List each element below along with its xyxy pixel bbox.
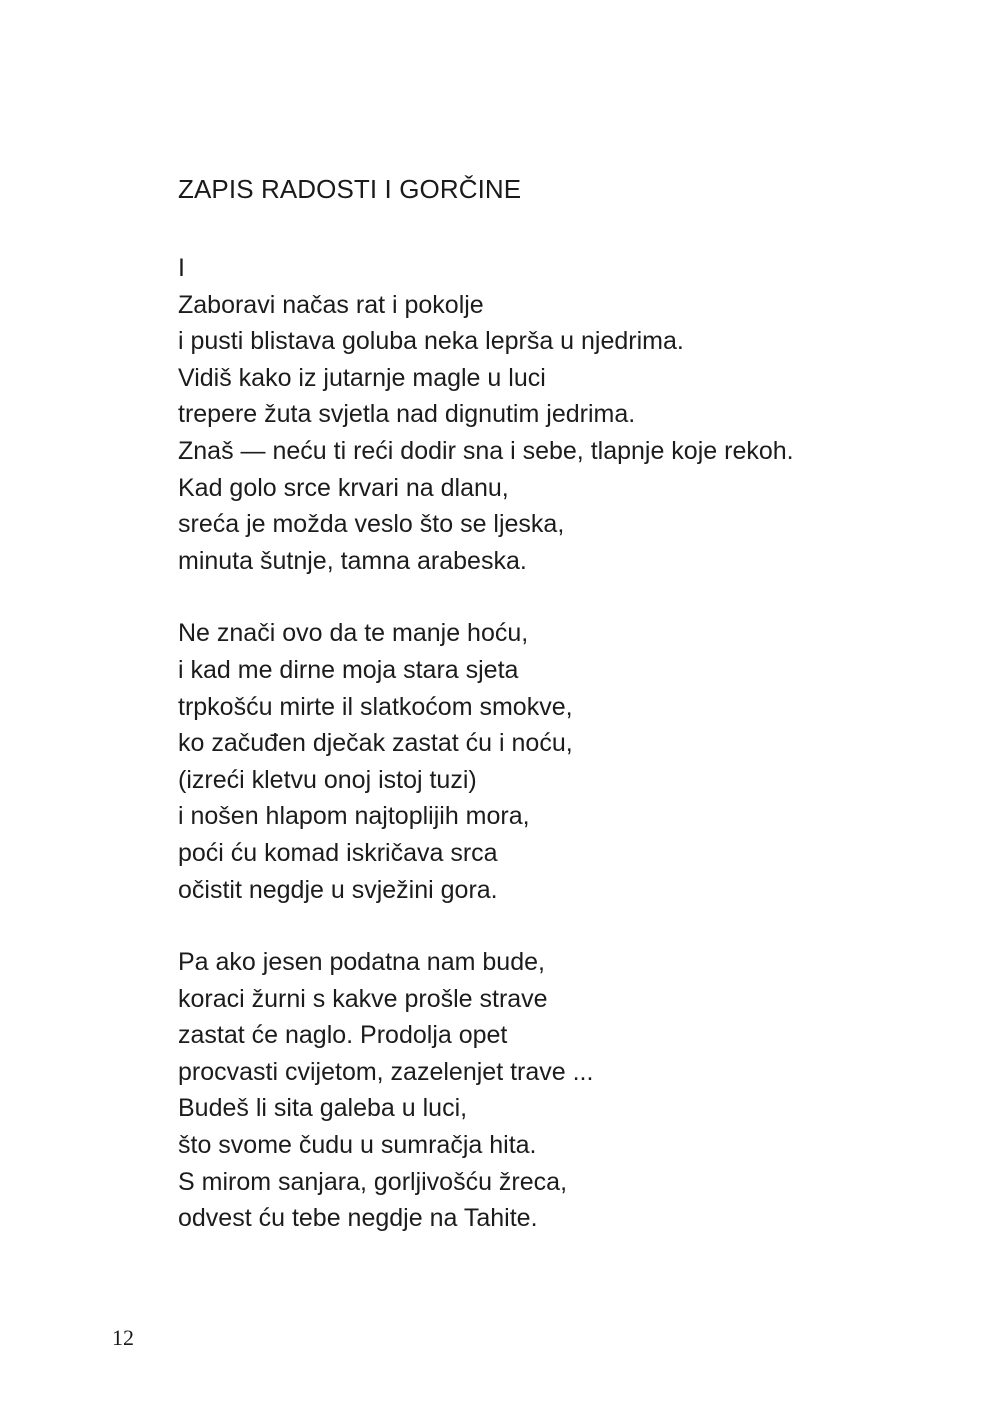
poem-line: odvest ću tebe negdje na Tahite. [178, 1204, 538, 1233]
poem-line: trepere žuta svjetla nad dignutim jedrima. [178, 400, 636, 429]
poem-line: Vidiš kako iz jutarnje magle u luci [178, 363, 546, 392]
poem-line: koraci žurni s kakve prošle strave [178, 984, 548, 1013]
stanza-2 [178, 615, 794, 908]
poem-line: Pa ako jesen podatna nam bude, [178, 948, 545, 977]
page-number: 12 [112, 1325, 134, 1350]
section-numeral: I [178, 254, 185, 282]
poem-line: (izreći kletvu onoj istoj tuzi) [178, 765, 477, 794]
poem-line: zastat će naglo. Prodolja opet [178, 1021, 508, 1050]
poem-line: i pusti blistava goluba neka leprša u njedrima. [178, 327, 684, 356]
poem-line: procvasti cvijetom, zazelenjet trave ... [178, 1057, 594, 1086]
poem-line: ko začuđen dječak zastat ću i noću, [178, 729, 573, 758]
poem-line: očistit negdje u svježini gora. [178, 875, 498, 904]
poem-body [178, 250, 794, 1273]
stanza-3 [178, 944, 794, 1237]
stanza-1 [178, 287, 794, 580]
poem-line: trpkošću mirte il slatkoćom smokve, [178, 692, 573, 721]
poem-line: što svome čudu u sumračja hita. [178, 1131, 537, 1160]
poem-line: Znaš — neću ti reći dodir sna i sebe, tlapnje koje rekoh. [178, 436, 794, 465]
poem-line: Zaboravi načas rat i pokolje [178, 290, 484, 319]
poem-line: Budeš li sita galeba u luci, [178, 1094, 468, 1123]
poem-line: S mirom sanjara, gorljivošću žreca, [178, 1167, 568, 1196]
poem-line: sreća je možda veslo što se ljeska, [178, 510, 565, 539]
poem-line: poći ću komad iskričava srca [178, 838, 498, 867]
poem-line: Kad golo srce krvari na dlanu, [178, 473, 509, 502]
poem-line: i kad me dirne moja stara sjeta [178, 655, 519, 684]
poem-line: minuta šutnje, tamna arabeska. [178, 546, 527, 575]
poem-line: i nošen hlapom najtoplijih mora, [178, 802, 530, 831]
poem-title: ZAPIS RADOSTI I GORČINE [178, 174, 522, 204]
poem-line: Ne znači ovo da te manje hoću, [178, 619, 529, 648]
